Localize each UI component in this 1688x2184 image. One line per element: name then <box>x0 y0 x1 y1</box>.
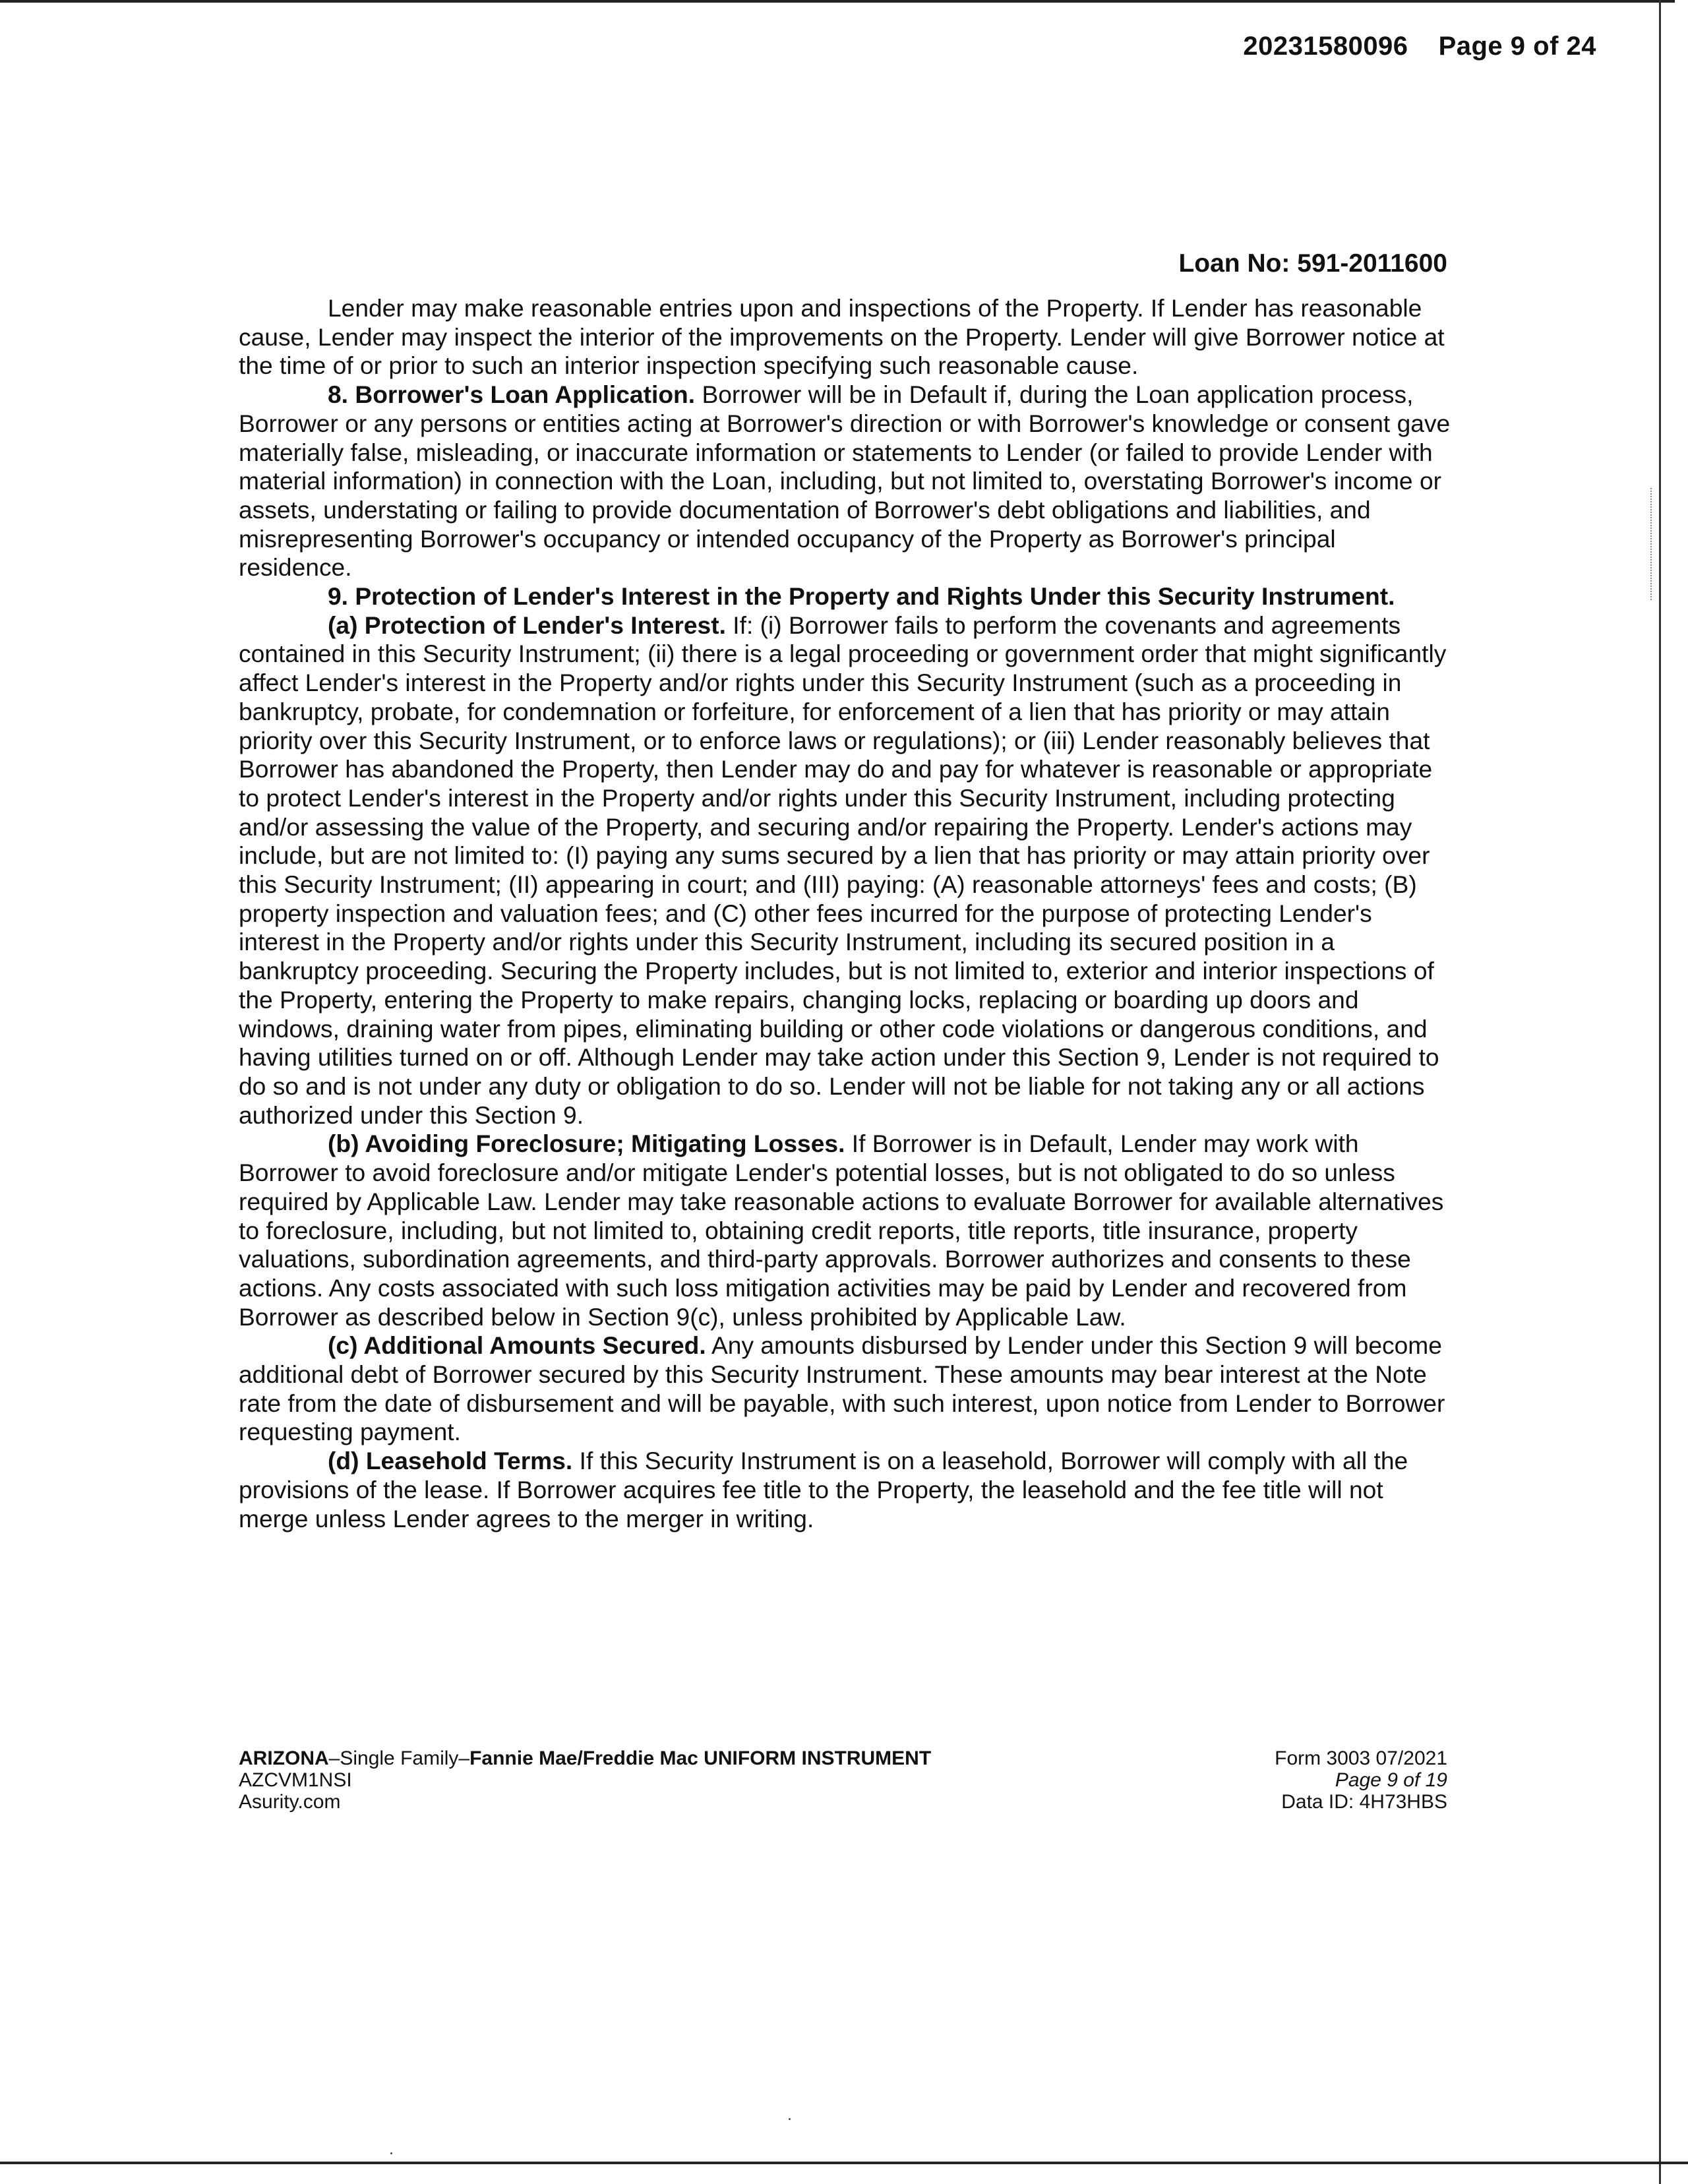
scan-border-top <box>0 0 1675 3</box>
section-9a <box>239 611 1452 1130</box>
section-9-heading: 9. Protection of Lender's Interest in the Property and Rights Under this Security Instrument. <box>328 582 1395 611</box>
scan-artifact-dots <box>1650 488 1653 600</box>
section-9c-heading: (c) Additional Amounts Secured. <box>328 1331 706 1360</box>
recording-number: 20231580096 <box>1243 32 1408 61</box>
section-9c <box>239 1331 1452 1447</box>
footer-instrument-name: Fannie Mae/Freddie Mac UNIFORM INSTRUMENT <box>469 1747 932 1769</box>
recording-header <box>1243 32 1596 61</box>
section-9b <box>239 1130 1452 1331</box>
section-9d-text: If this Security Instrument is on a leasehold, Borrower will comply with all the provisions of the lease. If Borrower acquires fee title to the Property, the leasehold and the fee title will not merge unless Lender agrees to the merger in writing. <box>239 1447 1408 1532</box>
footer-doc-code: AZCVM1NSI <box>239 1769 352 1791</box>
footer-data-id: Data ID: 4H73HBS <box>1281 1791 1447 1813</box>
footer-form-number: Form 3003 07/2021 <box>1275 1747 1447 1769</box>
footer-form-description: –Single Family– <box>328 1747 470 1769</box>
footer-form-page: Page 9 of 19 <box>1335 1769 1447 1791</box>
document-body <box>239 294 1452 1533</box>
scan-border-bottom <box>0 2162 1688 2164</box>
section-8-text: Borrower will be in Default if, during the Loan application process, Borrower or any persons or entities acting at Borrower's direction or with Borrower's knowledge or consent gave materially false, misleading, or inaccurate information or statements to Lender (or failed to provide Lender with material information) in connection with the Loan, including, but not limited to, overstating Borrower's income or assets, understating or failing to provide documentation of Borrower's debt obligations and liabilities, and misrepresenting Borrower's occupancy or intended occupancy of the Property as Borrower's principal residence. <box>239 380 1451 582</box>
section-9b-heading: (b) Avoiding Foreclosure; Mitigating Losses. <box>328 1130 845 1158</box>
section-8-heading: 8. Borrower's Loan Application. <box>328 380 696 409</box>
section-9d <box>239 1447 1452 1533</box>
scan-speck <box>789 2118 791 2120</box>
section-9c-text: Any amounts disbursed by Lender under this Section 9 will become additional debt of Borrower secured by this Security Instrument. These amounts may bear interest at the Note rate from the date of disbursement and will be payable, with such interest, upon notice from Lender to Borrower requesting payment. <box>239 1331 1445 1446</box>
section-7-continuation: Lender may make reasonable entries upon and inspections of the Property. If Lender has reasonable cause, Lender may inspect the interior of the improvements on the Property. Lender will give Borrower notice at the time of or prior to such an interior inspection specifying such reasonable cause. <box>239 294 1445 380</box>
footer-form-title <box>239 1747 931 1769</box>
footer-website: Asurity.com <box>239 1791 341 1813</box>
loan-number: Loan No: 591-2011600 <box>1178 249 1447 278</box>
section-9b-text: If Borrower is in Default, Lender may work with Borrower to avoid foreclosure and/or mitigate Lender's potential losses, but is not obligated to do so unless required by Applicable Law. Lender may take reasonable actions to evaluate Borrower for available alternatives to foreclosure, including, but not limited to, obtaining credit reports, title reports, title insurance, property valuations, subordination agreements, and third-party approvals. Borrower authorizes and consents to these actions. Any costs associated with such loss mitigation activities may be paid by Lender and recovered from Borrower as described below in Section 9(c), unless prohibited by Applicable Law. <box>239 1130 1444 1331</box>
footer-form-info <box>239 1747 931 1813</box>
section-9a-text: If: (i) Borrower fails to perform the covenants and agreements contained in this Security Instrument; (ii) there is a legal proceeding or government order that might significantly affect Lender's interest in the Property and/or rights under this Security Instrument (such as a proceeding in bankruptcy, probate, for condemnation or forfeiture, for enforcement of a lien that has priority or may attain priority over this Security Instrument, or to enforce laws or regulations); or (iii) Lender reasonably believes that Borrower has abandoned the Property, then Lender may do and pay for whatever is reasonable or appropriate to protect Lender's interest in the Property and/or rights under this Security Instrument, including protecting and/or assessing the value of the Property, and securing and/or repairing the Property. Lender's actions may include, but are not limited to: (I) paying any sums secured by a lien that has priority or may attain priority over this Security Instrument; (II) appearing in court; and (III) paying: (A) reasonable attorneys' fees and costs; (B) property inspection and valuation fees; and (C) other fees incurred for the purpose of protecting Lender's interest in the Property and/or rights under this Security Instrument, including its secured position in a bankruptcy proceeding. Securing the Property includes, but is not limited to, exterior and interior inspections of the Property, entering the Property to make repairs, changing locks, replacing or boarding up doors and windows, draining water from pipes, eliminating building or other code violations or dangerous conditions, and having utilities turned on or off. Although Lender may take action under this Section 9, Lender is not required to do so and is not under any duty or obligation to do so. Lender will not be liable for not taking any or all actions authorized under this Section 9. <box>239 611 1447 1129</box>
scan-speck <box>390 2152 392 2154</box>
scan-border-right <box>1659 0 1661 2184</box>
recording-page-indicator: Page 9 of 24 <box>1438 32 1596 61</box>
section-9d-heading: (d) Leasehold Terms. <box>328 1447 573 1475</box>
footer-state: ARIZONA <box>239 1747 329 1769</box>
footer-form-meta <box>1275 1747 1447 1813</box>
section-9a-heading: (a) Protection of Lender's Interest. <box>328 611 726 639</box>
section-8 <box>239 380 1452 582</box>
